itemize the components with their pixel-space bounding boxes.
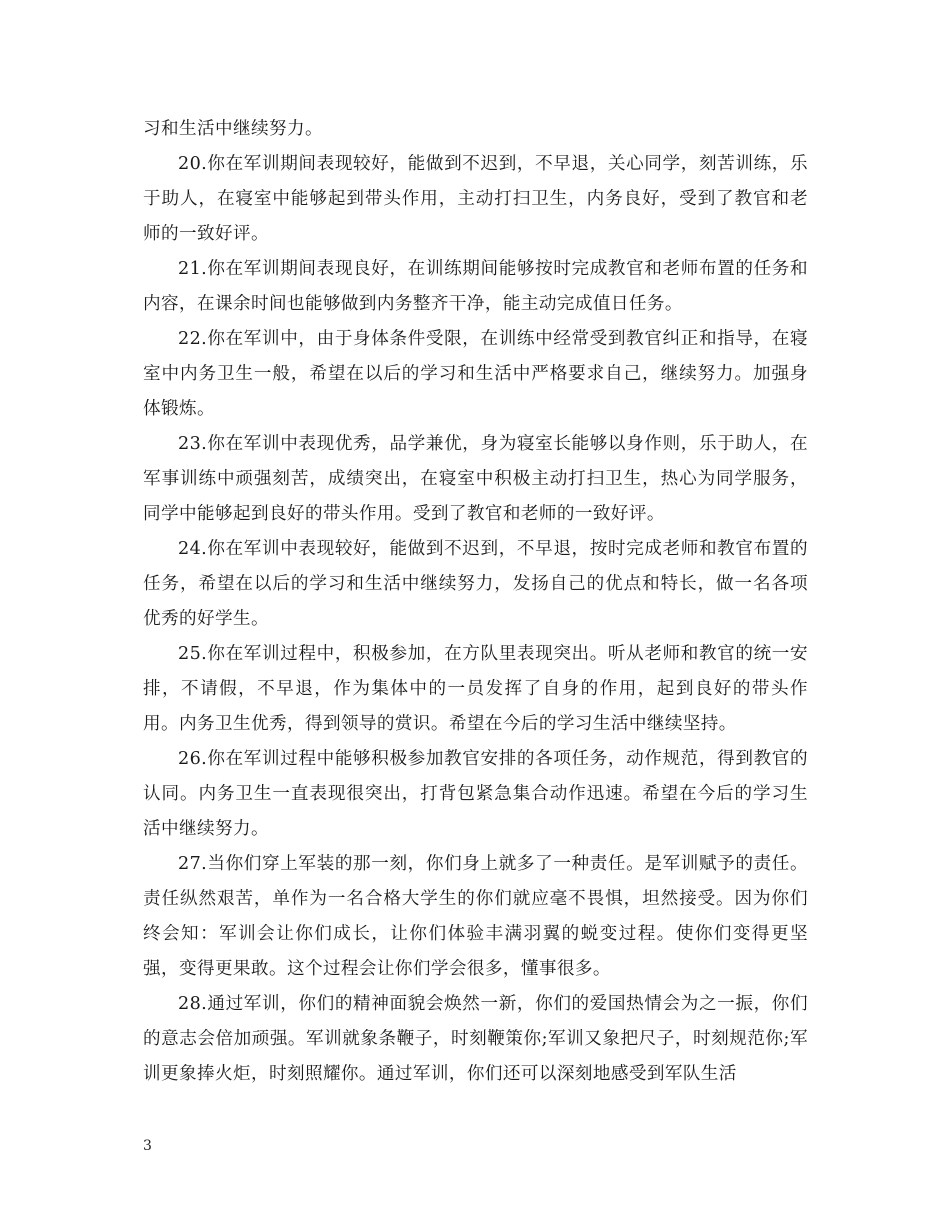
paragraph-item-27: 27.当你们穿上军装的那一刻，你们身上就多了一种责任。是军训赋予的责任。责任纵然艰苦，单作为一名合格大学生的你们就应毫不畏惧，坦然接受。因为你们终会知：军训会让你们成长，让你们体验丰满羽翼的蜕变过程。使你们变得更坚强，变得更果敢。这个过程会让你们学会很多，懂事很多。 xyxy=(143,854,808,979)
paragraph-item-22: 22.你在军训中，由于身体条件受限，在训练中经常受到教官纠正和指导，在寝室中内务卫生一般，希望在以后的学习和生活中严格要求自己，继续努力。加强身体锻炼。 xyxy=(143,329,808,419)
paragraph-item-28: 28.通过军训，你们的精神面貌会焕然一新，你们的爱国热情会为之一振，你们的意志会倍加顽强。军训就象条鞭子，时刻鞭策你;军训又象把尺子，时刻规范你;军训更象捧火炬，时刻照耀你。通过军训，你们还可以深刻地感受到军队生活 xyxy=(143,994,808,1084)
paragraph-item-26: 26.你在军训过程中能够积极参加教官安排的各项任务，动作规范，得到教官的认同。内务卫生一直表现很突出，打背包紧急集合动作迅速。希望在今后的学习生活中继续努力。 xyxy=(143,749,808,839)
paragraph-item-20: 20.你在军训期间表现较好，能做到不迟到，不早退，关心同学，刻苦训练，乐于助人，在寝室中能够起到带头作用，主动打扫卫生，内务良好，受到了教官和老师的一致好评。 xyxy=(143,154,808,244)
paragraph-item-21: 21.你在军训期间表现良好，在训练期间能够按时完成教官和老师布置的任务和内容，在课余时间也能够做到内务整齐干净，能主动完成值日任务。 xyxy=(143,259,808,314)
document-body xyxy=(143,112,808,1092)
paragraph-item-24: 24.你在军训中表现较好，能做到不迟到，不早退，按时完成老师和教官布置的任务，希望在以后的学习和生活中继续努力，发扬自己的优点和特长，做一名各项优秀的好学生。 xyxy=(143,539,808,629)
page-number: 3 xyxy=(143,1138,152,1154)
paragraph-continuation: 习和生活中继续努力。 xyxy=(143,119,323,139)
paragraph-item-23: 23.你在军训中表现优秀，品学兼优，身为寝室长能够以身作则，乐于助人，在军事训练中顽强刻苦，成绩突出，在寝室中积极主动打扫卫生，热心为同学服务，同学中能够起到良好的带头作用。受到了教官和老师的一致好评。 xyxy=(143,434,808,524)
paragraph-item-25: 25.你在军训过程中，积极参加，在方队里表现突出。听从老师和教官的统一安排，不请假，不早退，作为集体中的一员发挥了自身的作用，起到良好的带头作用。内务卫生优秀，得到领导的赏识。希望在今后的学习生活中继续坚持。 xyxy=(143,644,808,734)
